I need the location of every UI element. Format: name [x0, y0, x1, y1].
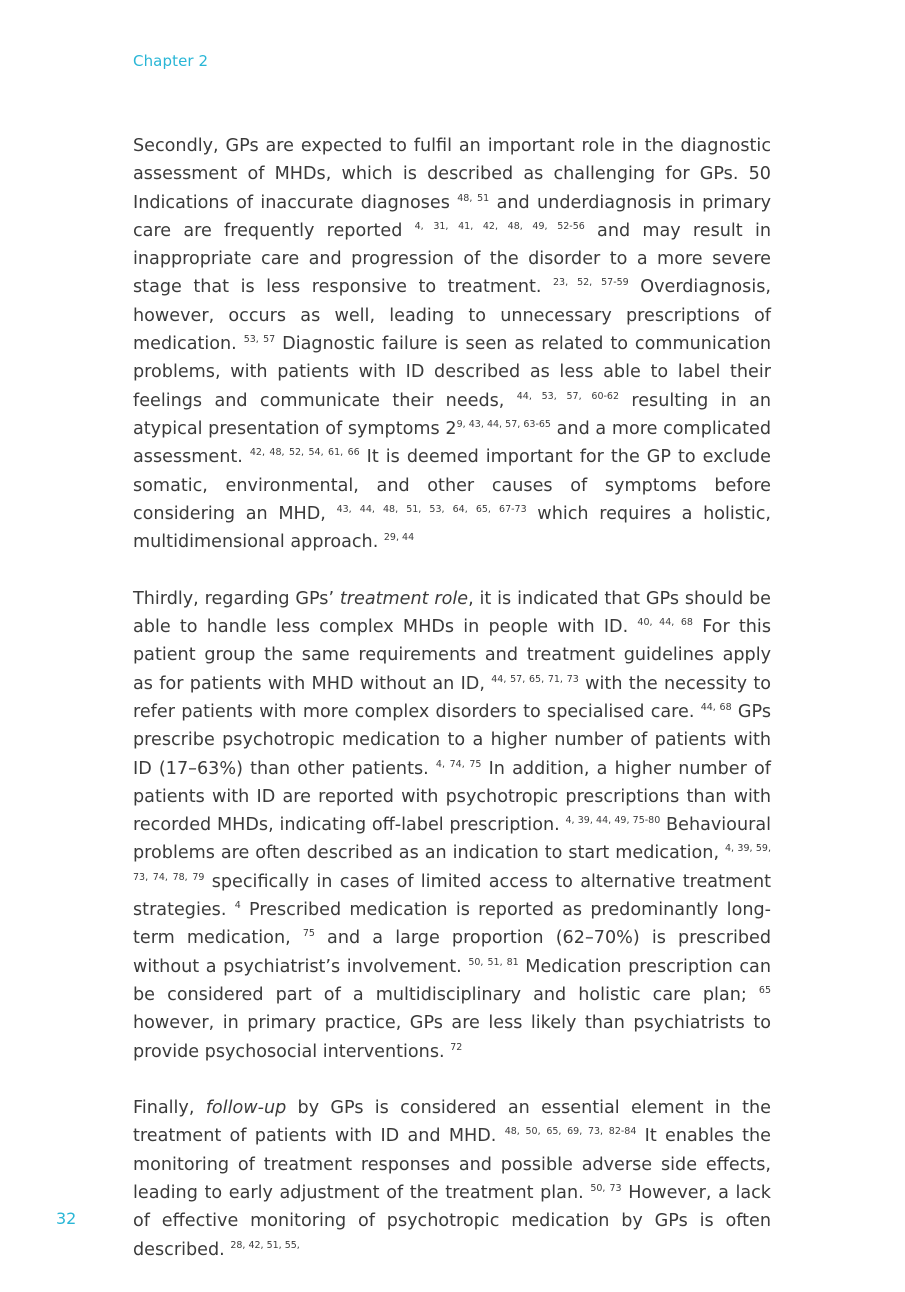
citation-ref: 48, 50, 65, 69, 73, 82-84	[504, 1126, 637, 1138]
emphasis-text: follow-up	[205, 1098, 287, 1119]
citation-ref: 4, 74, 75	[435, 758, 482, 770]
text-run: Thirdly, regarding GPs’	[133, 588, 340, 609]
text-run: and may result in inappropriate care and progression of the disorder to a more severe stage that is less responsive to treatment.	[133, 220, 771, 298]
citation-ref: 40, 44, 68	[637, 617, 693, 629]
citation-ref: 44, 53, 57, 60-62	[516, 390, 620, 402]
text-run: Finally,	[133, 1098, 206, 1119]
text-run: and a more complicated assessment.	[133, 418, 771, 468]
citation-ref: 44, 57, 65, 71, 73	[491, 673, 579, 685]
chapter-label: Chapter 2	[133, 52, 209, 70]
text-run: Overdiagnosis, however, occurs as well, leading to unnecessary prescriptions of medication.	[133, 277, 771, 355]
text-run: resulting in an atypical presentation of symptoms 2	[133, 390, 772, 439]
paragraph	[133, 132, 771, 556]
citation-ref: 42, 48, 52, 54, 61, 66	[249, 447, 360, 459]
emphasis-text: treatment role	[339, 588, 469, 609]
citation-ref: 75	[302, 928, 315, 940]
text-run: specifically in cases of limited access to alternative treatment strategies.	[133, 871, 771, 921]
citation-ref: 9, 43, 44, 57, 63-65	[456, 418, 551, 430]
citation-ref: 50, 51, 81	[468, 956, 519, 968]
citation-ref: 43, 44, 48, 51, 53, 64, 65, 67-73	[336, 503, 527, 515]
paragraph	[133, 1094, 771, 1264]
text-run: , it is indicated that GPs should be able to handle less complex MHDs in people with ID.	[133, 588, 771, 638]
citation-ref: 65	[758, 984, 771, 996]
text-run: Secondly, GPs are expected to fulfil an important role in the diagnostic assessment of MHDs, which is described as challenging for GPs. 50 Indications of inaccurate diagnoses	[133, 136, 771, 213]
text-run: by GPs is considered an essential element in the treatment of patients with ID and MHD.	[133, 1098, 771, 1147]
citation-ref: 28, 42, 51, 55,	[230, 1239, 300, 1251]
citation-ref: 72	[450, 1041, 463, 1053]
citation-ref: 29, 44	[383, 532, 415, 544]
citation-ref: 4, 39, 44, 49, 75-80	[565, 815, 661, 827]
citation-ref: 44, 68	[700, 701, 732, 713]
citation-ref: 53, 57	[243, 334, 276, 346]
citation-ref: 4, 31, 41, 42, 48, 49, 52-56	[414, 220, 585, 232]
text-run: It enables the monitoring of treatment responses and possible adverse side effects, leading to early adjustment of the treatment plan.	[133, 1126, 772, 1203]
body-text	[133, 132, 771, 1292]
text-run: In addition, a higher number of patients with ID are reported with psychotropic prescriptions than with recorded MHDs, indicating off-label prescription.	[133, 758, 772, 836]
text-run: however, in primary practice, GPs are less likely than psychiatrists to provide psychosocial interventions.	[133, 1013, 771, 1062]
text-run: Medication prescription can be considered part of a multidisciplinary and holistic care plan;	[133, 956, 771, 1005]
citation-ref: 48, 51	[457, 192, 490, 204]
text-run: which requires a holistic, multidimensional approach.	[133, 503, 771, 553]
text-run: It is deemed important for the GP to exclude somatic, environmental, and other causes of symptoms before considering an MHD,	[133, 447, 771, 524]
page-number: 32	[56, 1209, 77, 1228]
text-run: Prescribed medication is reported as predominantly long-term medication,	[133, 900, 771, 949]
text-run: However, a lack of effective monitoring of psychotropic medication by GPs is often described.	[133, 1182, 772, 1260]
citation-ref: 23, 52, 57-59	[553, 277, 629, 289]
text-run: with the necessity to refer patients with more complex disorders to specialised care.	[133, 673, 771, 722]
citation-ref: 4	[234, 900, 241, 912]
text-run: Diagnostic failure is seen as related to communication problems, with patients with ID described as less able to label their feelings and communicate their needs,	[133, 334, 771, 411]
text-run: Behavioural problems are often described as an indication to start medication,	[133, 815, 771, 864]
text-run: and underdiagnosis in primary care are frequently reported	[133, 192, 771, 241]
text-run: GPs prescribe psychotropic medication to a higher number of patients with ID (17–63%) than other patients.	[133, 701, 771, 779]
citation-ref: 4, 39, 59, 73, 74, 78, 79	[133, 843, 771, 883]
citation-ref: 50, 73	[590, 1182, 622, 1194]
text-run: For this patient group the same requirements and treatment guidelines apply as for patients with MHD without an ID,	[133, 617, 771, 694]
paragraph	[133, 585, 771, 1066]
text-run: and a large proportion (62–70%) is prescribed without a psychiatrist’s involvement.	[133, 928, 771, 977]
